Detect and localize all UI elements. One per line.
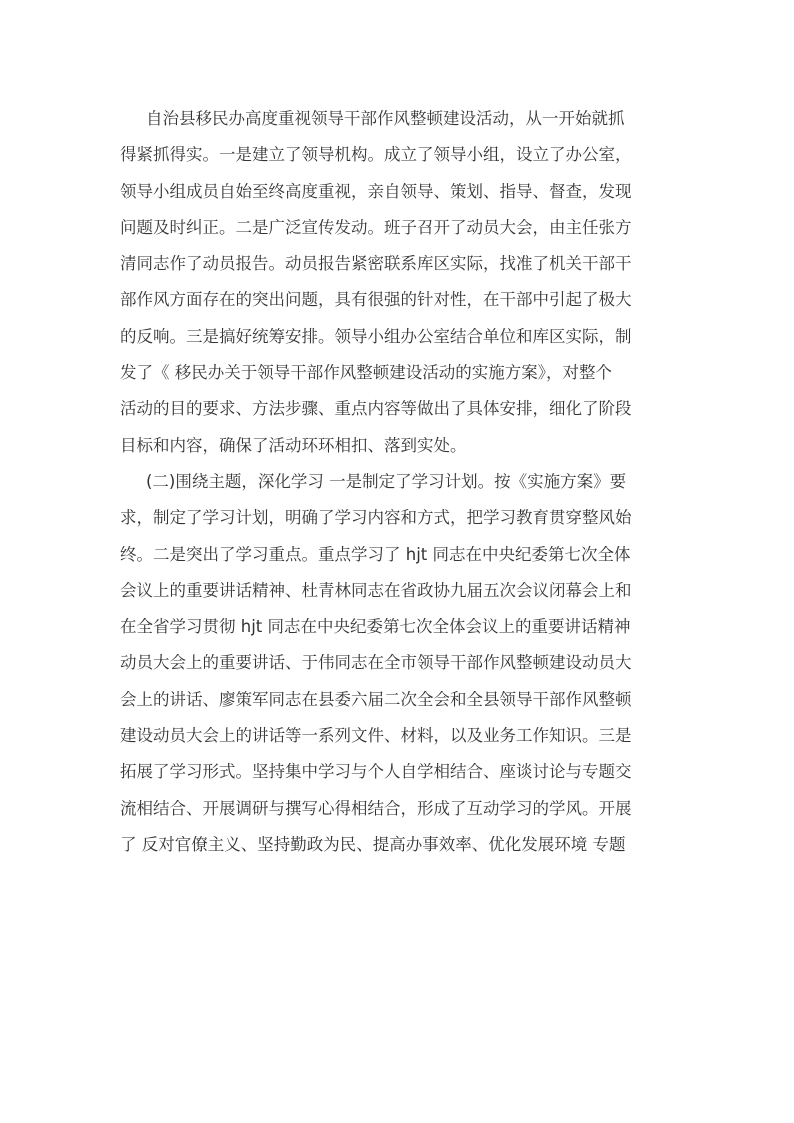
text-line: 目标和内容，确保了活动环环相扣、落到实处。: [120, 435, 467, 455]
text-line: 部作风方面存在的突出问题，具有很强的针对性，在干部中引起了极大: [120, 290, 632, 310]
document-body: [120, 104, 676, 866]
text-line: 领导小组成员自始至终高度重视，亲自领导、策划、指导、督查，发现: [120, 181, 632, 201]
text-line: 活动的目的要求、方法步骤、重点内容等做出了具体安排，细化了阶段: [120, 399, 632, 419]
text-line: 了 反对官僚主义、坚持勤政为民、提高办事效率、优化发展环境 专题: [120, 834, 626, 854]
text-line: 在全省学习贯彻 hjt 同志在中央纪委第七次全体会议上的重要讲话精神: [120, 617, 631, 637]
text-line: 拓展了学习形式。坚持集中学习与个人自学相结合、座谈讨论与专题交: [120, 762, 632, 782]
text-line: 动员大会上的重要讲话、于伟同志在全市领导干部作风整顿建设动员大: [120, 653, 632, 673]
text-line: 流相结合、开展调研与撰写心得相结合，形成了互动学习的学风。开展: [120, 798, 632, 818]
text-line: 求，制定了学习计划，明确了学习内容和方式，把学习教育贯穿整风始: [120, 508, 632, 528]
text-line: 的反响。三是搞好统筹安排。领导小组办公室结合单位和库区实际，制: [120, 326, 632, 346]
text-line: 得紧抓得实。一是建立了领导机构。成立了领导小组，设立了办公室，: [120, 145, 632, 165]
text-line: 问题及时纠正。二是广泛宣传发动。班子召开了动员大会，由主任张方: [120, 217, 632, 237]
text-line: 会议上的重要讲话精神、杜青林同志在省政协九届五次会议闭幕会上和: [120, 580, 632, 600]
text-line: (二)围绕主题，深化学习 一是制定了学习计划。按《实施方案》要: [146, 471, 627, 491]
paragraph-leadership: [120, 104, 676, 467]
text-line: 清同志作了动员报告。动员报告紧密联系库区实际，找准了机关干部干: [120, 254, 632, 274]
text-line: 终。二是突出了学习重点。重点学习了 hjt 同志在中央纪委第七次全体: [120, 544, 631, 564]
text-line: 自治县移民办高度重视领导干部作风整顿建设活动，从一开始就抓: [146, 109, 625, 128]
paragraph-study: [120, 467, 676, 866]
text-line: 建设动员大会上的讲话等一系列文件、材料，以及业务工作知识。三是: [120, 726, 632, 746]
text-line: 发了《 移民办关于领导干部作风整顿建设活动的实施方案》，对整个: [120, 363, 612, 383]
text-line: 会上的讲话、廖策军同志在县委六届二次全会和全县领导干部作风整顿: [120, 689, 632, 709]
